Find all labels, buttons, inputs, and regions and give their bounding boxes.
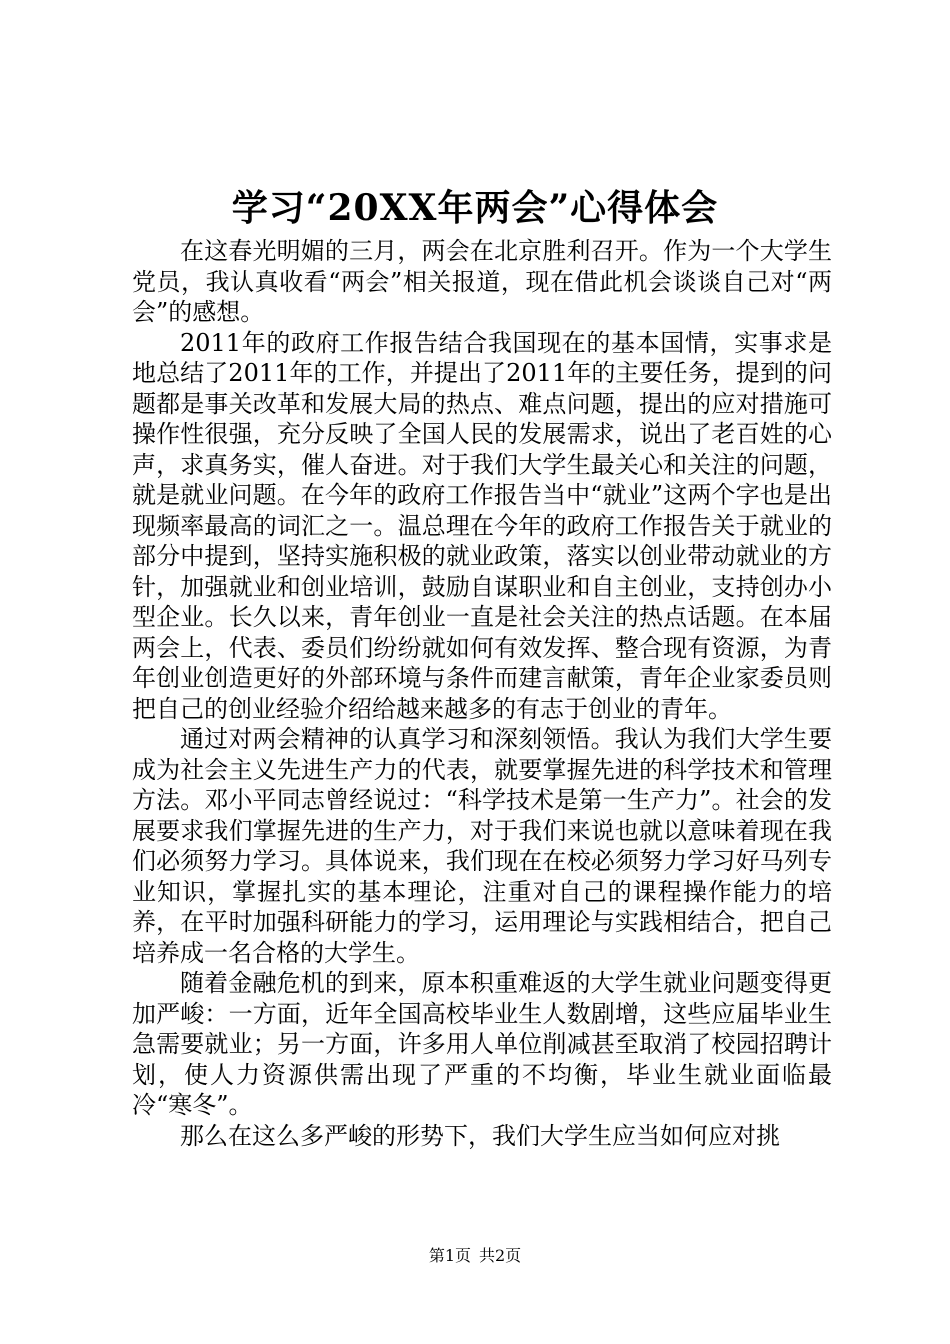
paragraph-3: 通过对两会精神的认真学习和深刻领悟。我认为我们大学生要成为社会主义先进生产力的代表，就要掌握先进的科学技术和管理方法。邓小平同志曾经说过：“科学技术是第一生产力”。社会的发展要求我们掌握先进的生产力，对于我们来说也就以意味着现在我们必须努力学习。具体说来，我们现在在校必须努力学习好马列专业知识，掌握扎实的基本理论，注重对自己的课程操作能力的培养，在平时加强科研能力的学习，运用理论与实践相结合，把自己培养成一名合格的大学生。: [132, 725, 832, 967]
page-footer: [0, 1244, 950, 1268]
paragraph-4: 随着金融危机的到来，原本积重难返的大学生就业问题变得更加严峻：一方面，近年全国高校毕业生人数剧增，这些应届毕业生急需要就业；另一方面，许多用人单位削减甚至取消了校园招聘计划，使人力资源供需出现了严重的不均衡，毕业生就业面临最冷“寒冬”。: [132, 969, 832, 1119]
paragraph-2: 2011年的政府工作报告结合我国现在的基本国情，实事求是地总结了2011年的工作，并提出了2011年的主要任务，提到的问题都是事关改革和发展大局的热点、难点问题，提出的应对措施可操作性很强，充分反映了全国人民的发展需求，说出了老百姓的心声，求真务实，催人奋进。对于我们大学生最关心和关注的问题，就是就业问题。在今年的政府工作报告当中“就业”这两个字也是出现频率最高的词汇之一。温总理在今年的政府工作报告关于就业的部分中提到，坚持实施积极的就业政策，落实以创业带动就业的方针，加强就业和创业培训，鼓励自谋职业和自主创业，支持创办小型企业。长久以来，青年创业一直是社会关注的热点话题。在本届两会上，代表、委员们纷纷就如何有效发挥、整合现有资源，为青年创业创造更好的外部环境与条件而建言献策，青年企业家委员则把自己的创业经验介绍给越来越多的有志于创业的青年。: [132, 328, 832, 723]
document-body: [132, 236, 832, 1151]
page-number-total: 共2页: [479, 1246, 522, 1265]
page-number-current: 第1页: [428, 1246, 471, 1265]
paragraph-1: 在这春光明媚的三月，两会在北京胜利召开。作为一个大学生党员，我认真收看“两会”相关报道，现在借此机会谈谈自己对“两会”的感想。: [132, 237, 832, 326]
paragraph-5: 那么在这么多严峻的形势下，我们大学生应当如何应对挑: [180, 1121, 780, 1150]
document-title: 学习“20XX年两会”心得体会: [231, 187, 719, 229]
